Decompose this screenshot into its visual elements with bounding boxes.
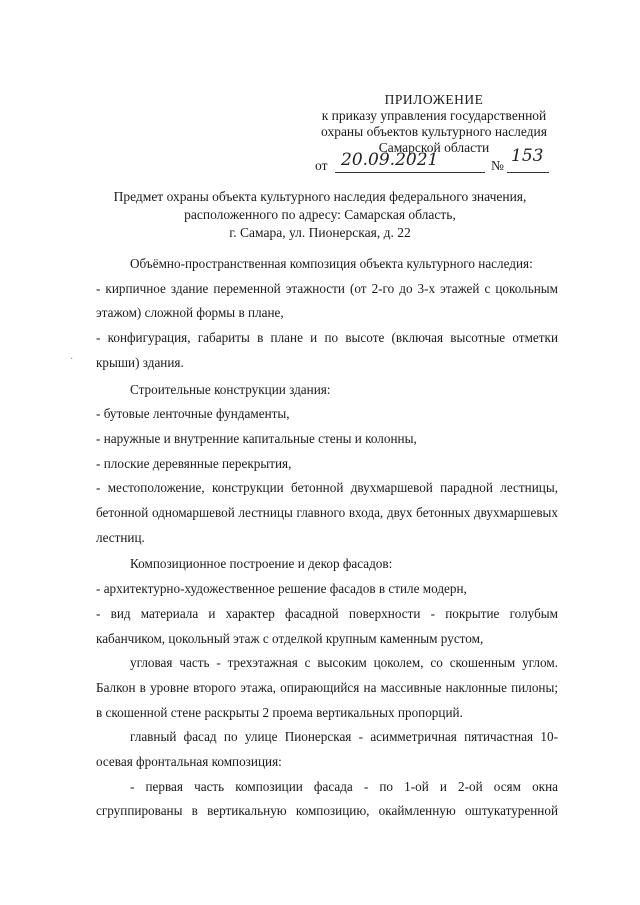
list-item: - местоположение, конструкции бетонной двухмаршевой парадной лестницы, бетонной одномаршевой лестницы главного входа, двух бетонных двухмаршевых лестниц. [96, 480, 558, 545]
margin-mark: · [70, 354, 74, 365]
document-body [96, 250, 558, 824]
handwritten-number: 153 [511, 146, 544, 166]
handwritten-date: 20.09.2021 [341, 150, 439, 170]
number-underline [507, 172, 549, 173]
list-item: - конфигурация, габариты в плане и по высоте (включая высотные отметки крыши) здания. [96, 330, 558, 370]
list-item: - плоские деревянные перекрытия, [96, 455, 292, 471]
title-line-2: расположенного по адресу: Самарская область, [184, 207, 456, 222]
number-prefix: № [491, 158, 504, 173]
paragraph-first-part: - первая часть композиции фасада - по 1-ой и 2-ой осям окна сгруппированы в вертикальную композицию, окаймленную оштукатуренной [96, 778, 558, 819]
section-heading-volume: Объёмно-пространственная композиция объекта культурного наследия: [130, 256, 533, 271]
title-line-3: г. Самара, ул. Пионерская, д. 22 [229, 225, 411, 240]
section-heading-structures: Строительные конструкции здания: [130, 381, 331, 397]
title-line-1: Предмет охраны объекта культурного наследия федерального значения, [113, 189, 527, 204]
list-item: - бутовые ленточные фундаменты, [96, 406, 290, 422]
list-item: - наружные и внутренние капитальные стены и колонны, [96, 430, 417, 446]
list-item: - вид материала и характер фасадной поверхности - покрытие голубым кабанчиком, цокольный этаж с отделкой крупным каменным рустом, [96, 605, 558, 646]
list-item: - кирпичное здание переменной этажности (от 2-го до 3-х этажей с цокольным этажом) сложной формы в плане, [96, 280, 558, 321]
appendix-line-2: охраны объектов культурного наследия [321, 124, 547, 139]
appendix-line-3: Самарской области [378, 140, 490, 155]
document-title [80, 188, 560, 242]
date-underline [335, 172, 485, 173]
section-heading-facades: Композиционное построение и декор фасадов: [130, 556, 393, 572]
paragraph-main-facade: главный фасад по улице Пионерская - асимметричная пятичастная 10-осевая фронтальная композиция: [96, 729, 558, 770]
appendix-heading: ПРИЛОЖЕНИЕ [384, 92, 484, 107]
list-item: - архитектурно-художественное решение фасадов в стиле модерн, [96, 581, 467, 597]
date-prefix: от [315, 158, 328, 173]
paragraph-corner-part: угловая часть - трехэтажная с высоким цоколем, со скошенным углом. Балкон в уровне второго этажа, опирающийся на массивные наклонные пилоны; в скошенной стене раскрыты 2 проема вертикальных пропорций. [96, 655, 558, 720]
appendix-line-1: к приказу управления государственной [321, 108, 547, 123]
